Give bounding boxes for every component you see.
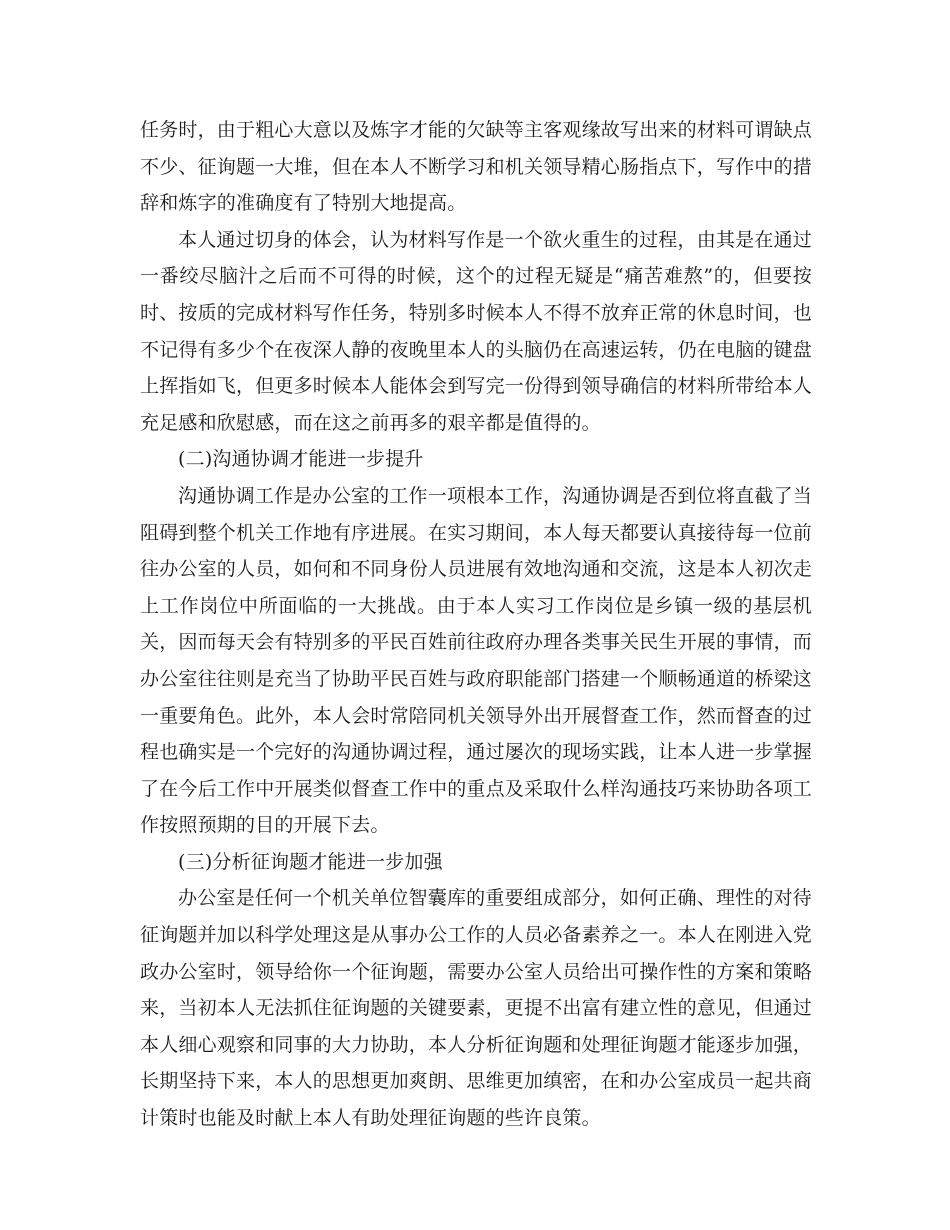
paragraph-communication: 沟通协调工作是办公室的工作一项根本工作，沟通协调是否到位将直截了当阻碍到整个机关工作地有序进展。在实习期间，本人每天都要认真接待每一位前往办公室的人员，如何和不同身份人员进展有效地沟通和交流，这是本人初次走上工作岗位中所面临的一大挑战。由于本人实习工作岗位是乡镇一级的基层机关，因而每天会有特别多的平民百姓前往政府办理各类事关民生开展的事情，而办公室往往则是充当了协助平民百姓与政府职能部门搭建一个顺畅通道的桥梁这一重要角色。此外，本人会时常陪同机关领导外出开展督查工作，然而督查的过程也确实是一个完好的沟通协调过程，通过屡次的现场实践，让本人进一步掌握了在今后工作中开展类似督查工作中的重点及采取什么样沟通技巧来协助各项工作按照预期的目的开展下去。 bbox=[140, 484, 813, 837]
document-body bbox=[140, 112, 812, 1137]
paragraph-continuation: 任务时，由于粗心大意以及炼字才能的欠缺等主客观缘故写出来的材料可谓缺点不少、征询题一大堆，但在本人不断学习和机关领导精心肠指点下，写作中的措辞和炼字的准确度有了特别大地提高。 bbox=[140, 119, 813, 215]
section-heading-communication: (二)沟通协调才能进一步提升 bbox=[178, 448, 424, 471]
section-heading-analysis: (三)分析征询题才能进一步加强 bbox=[178, 850, 443, 873]
paragraph-writing-experience: 本人通过切身的体会，认为材料写作是一个欲火重生的过程，由其是在通过一番绞尽脑汁之后而不可得的时候，这个的过程无疑是“痛苦难熬”的，但要按时、按质的完成材料写作任务，特别多时候本人不得不放弃正常的休息时间，也不记得有多少个在夜深人静的夜晚里本人的头脑仍在高速运转，仍在电脑的键盘上挥指如飞，但更多时候本人能体会到写完一份得到领导确信的材料所带给本人充足感和欣慰感，而在这之前再多的艰辛都是值得的。 bbox=[140, 228, 813, 434]
paragraph-analysis: 办公室是任何一个机关单位智囊库的重要组成部分，如何正确、理性的对待征询题并加以科学处理这是从事办公工作的人员必备素养之一。本人在刚进入党政办公室时，领导给你一个征询题，需要办公室人员给出可操作性的方案和策略来，当初本人无法抓住征询题的关键要素，更提不出富有建立性的意见，但通过本人细心观察和同事的大力协助，本人分析征询题和处理征询题才能逐步加强，长期坚持下来，本人的思想更加爽朗、思维更加缜密，在和办公室成员一起共商计策时也能及时献上本人有助处理征询题的些许良策。 bbox=[140, 887, 813, 1130]
